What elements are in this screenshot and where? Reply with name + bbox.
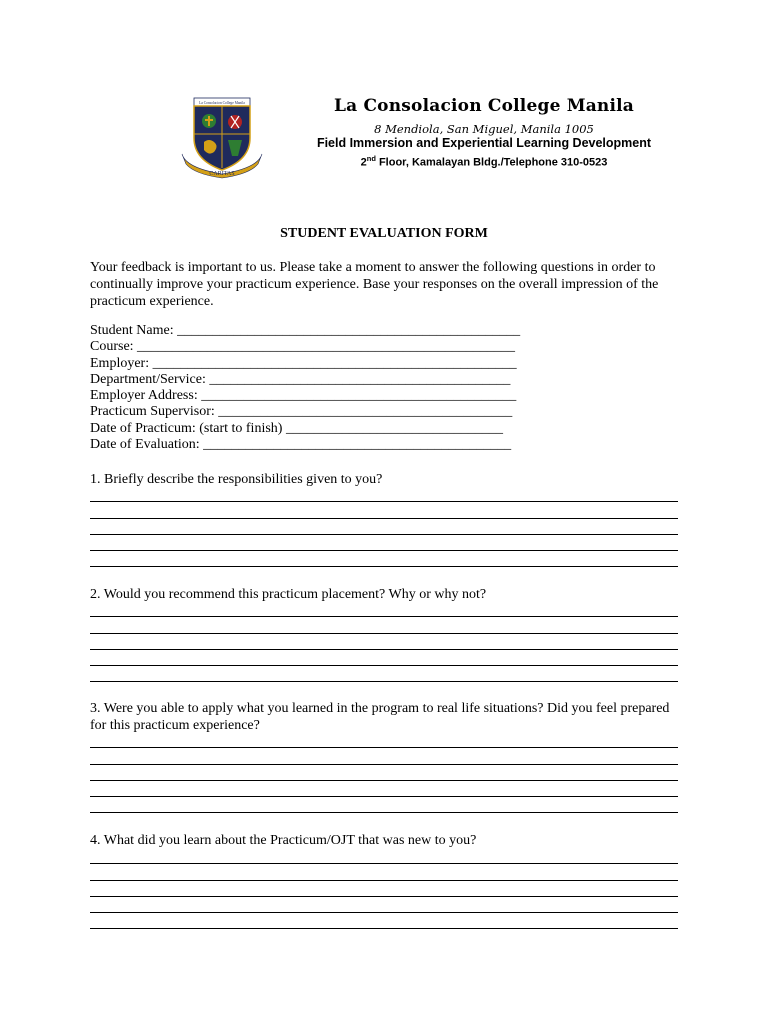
answer-line[interactable] xyxy=(90,502,678,518)
answer-line[interactable] xyxy=(90,765,678,781)
answer-line[interactable] xyxy=(90,781,678,797)
crest-banner-text: La Consolacion College Manila xyxy=(199,101,245,105)
answer-line[interactable] xyxy=(90,617,678,633)
question-1: 1. Briefly describe the responsibilities given to you? xyxy=(90,472,383,487)
answer-line[interactable] xyxy=(90,881,678,897)
answer-line[interactable] xyxy=(90,913,678,929)
question-2: 2. Would you recommend this practicum placement? Why or why not? xyxy=(90,587,487,602)
answer-line[interactable] xyxy=(90,535,678,551)
student-name-field[interactable]: Student Name: _________________________________________________ xyxy=(90,323,521,338)
employer-address-field[interactable]: Employer Address: _____________________________________________ xyxy=(90,388,517,404)
answer-lines-1[interactable] xyxy=(90,486,678,567)
answer-line[interactable] xyxy=(90,732,678,748)
answer-line[interactable] xyxy=(90,897,678,913)
answer-line[interactable] xyxy=(90,864,678,880)
answer-line[interactable] xyxy=(90,848,678,864)
intro-paragraph: Your feedback is important to us. Please take a moment to answer the following questions in order to continually improve your practicum experience. Base your responses on the overall impression of the practicum experience. xyxy=(90,260,659,309)
student-info-fields xyxy=(90,323,690,453)
floor-suffix: nd xyxy=(366,154,376,163)
college-crest-logo xyxy=(178,94,266,180)
question-3: 3. Were you able to apply what you learned in the program to real life situations? Did you feel prepared for this practicum experience? xyxy=(90,701,670,733)
answer-line[interactable] xyxy=(90,650,678,666)
office-name: Field Immersion and Experiential Learning Development xyxy=(316,136,652,150)
answer-line[interactable] xyxy=(90,634,678,650)
answer-lines-2[interactable] xyxy=(90,601,678,682)
answer-line[interactable] xyxy=(90,666,678,682)
answer-line[interactable] xyxy=(90,519,678,535)
answer-line[interactable] xyxy=(90,748,678,764)
college-name: La Consolacion College Manila xyxy=(333,96,635,116)
answer-line[interactable] xyxy=(90,601,678,617)
date-of-evaluation-field[interactable]: Date of Evaluation: ____________________________________________ xyxy=(90,437,512,453)
date-of-practicum-field[interactable]: Date of Practicum: (start to finish) _______________________________ xyxy=(90,420,503,436)
answer-line[interactable] xyxy=(90,797,678,813)
form-title: STUDENT EVALUATION FORM xyxy=(280,226,488,241)
office-location xyxy=(282,154,686,169)
crest-motto: CARITAS xyxy=(209,171,235,177)
answer-line[interactable] xyxy=(90,551,678,567)
employer-field[interactable]: Employer: ____________________________________________________ xyxy=(90,355,517,371)
course-field[interactable]: Course: ______________________________________________________ xyxy=(90,339,516,355)
college-address: 8 Mendiola, San Miguel, Manila 1005 xyxy=(374,122,594,136)
answer-lines-4[interactable] xyxy=(90,848,678,929)
practicum-supervisor-field[interactable]: Practicum Supervisor: __________________________________________ xyxy=(90,404,513,420)
department-field[interactable]: Department/Service: ___________________________________________ xyxy=(90,371,511,387)
floor-details: Floor, Kamalayan Bldg./Telephone 310-0523 xyxy=(375,156,608,169)
question-4: 4. What did you learn about the Practicum/OJT that was new to you? xyxy=(90,833,477,848)
answer-lines-3[interactable] xyxy=(90,732,678,813)
floor-number: 2 xyxy=(360,156,367,169)
answer-line[interactable] xyxy=(90,486,678,502)
